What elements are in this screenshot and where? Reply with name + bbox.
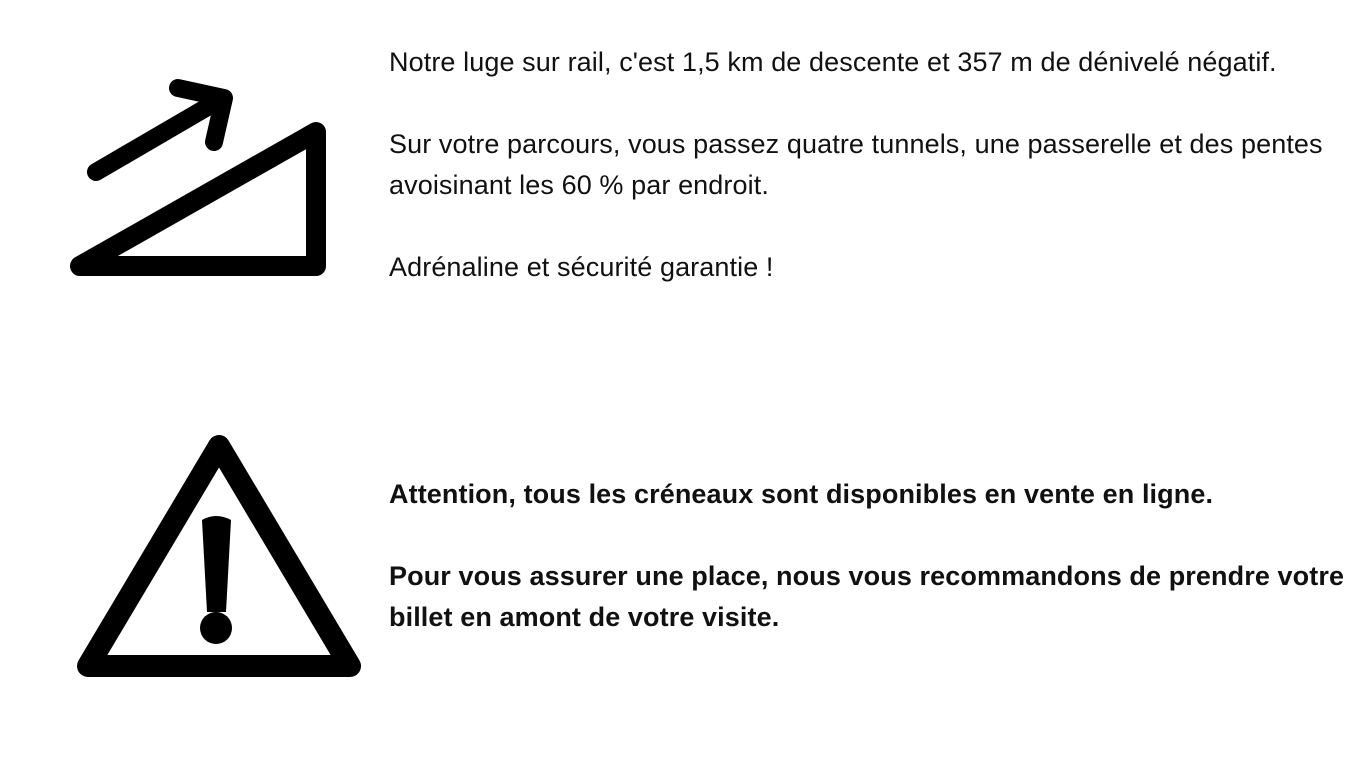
info-paragraph-course: Sur votre parcours, vous passez quatre tunnels, une passerelle et des pentes avoisinant les 60 % par endroit. [389, 129, 1323, 200]
info-text-block [389, 42, 1349, 288]
info-paragraph-slogan: Adrénaline et sécurité garantie ! [389, 252, 774, 282]
warning-paragraph-availability: Attention, tous les créneaux sont disponibles en vente en ligne. [389, 479, 1214, 509]
warning-icon [74, 430, 364, 684]
slope-elevation-icon [66, 74, 332, 280]
warning-paragraph-recommendation: Pour vous assurer une place, nous vous recommandons de prendre votre billet en amont de votre visite. [389, 561, 1345, 632]
warning-text-block [389, 474, 1349, 638]
info-paragraph-descent: Notre luge sur rail, c'est 1,5 km de descente et 357 m de dénivelé négatif. [389, 47, 1277, 77]
